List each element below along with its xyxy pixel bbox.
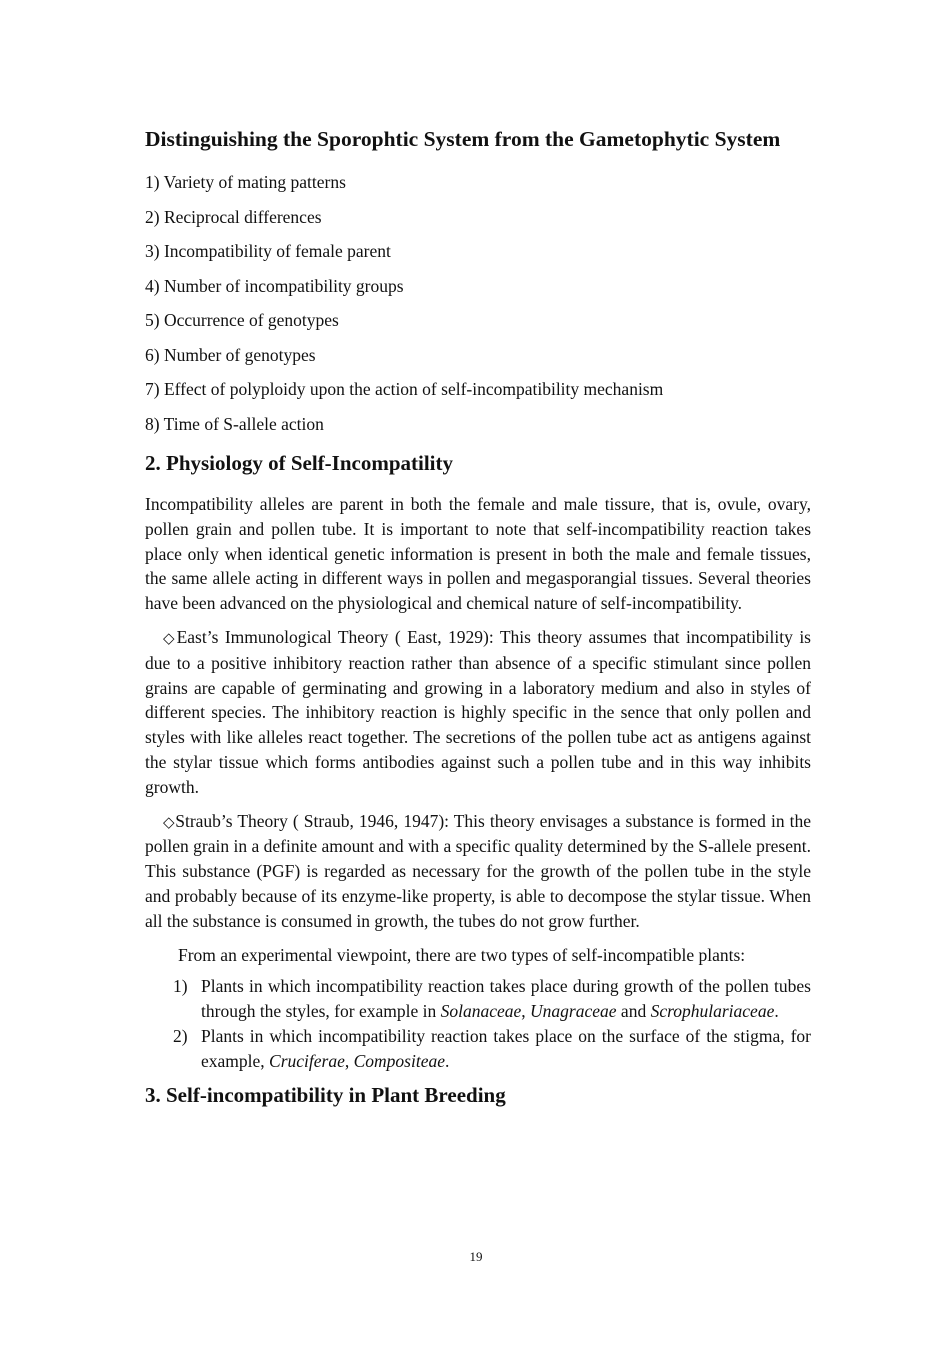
family-name: Compositeae [353, 1050, 445, 1071]
heading-physiology: 2. Physiology of Self-Incompatility [145, 451, 453, 475]
list-item: 7) Effect of polyploidy upon the action of self-incompatibility mechanism [145, 379, 664, 399]
list-number: 1) [173, 976, 188, 997]
list-item: 1) Plants in which incompatibility reaction takes place during growth of the pollen tubes through the styles, for example in Solanaceae, Unagraceae and Scrophulariaceae. [173, 976, 811, 1022]
paragraph-intro: Incompatibility alleles are parent in both the female and male tissure, that is, ovule, ovary, pollen grain and pollen tube. It is important to note that self-incompatibility reaction takes place only when identical genetic information is present in both the male and female tissues, the same allele acting in different ways in pollen and megasporangial tissues. Several theories have been advanced on the physiological and chemical nature of self-incompatibility. [145, 494, 811, 614]
list-item: 2) Reciprocal differences [145, 206, 322, 227]
paragraph-types-intro: From an experimental viewpoint, there are two types of self-incompatible plants: [178, 944, 746, 965]
list-item: 4) Number of incompatibility groups [145, 275, 404, 296]
east-theory-text: East’s Immunological Theory ( East, 1929): This theory assumes that incompatibility is due to a positive inhibitory reaction rather than absence of a specific stimulant since pollen grains are capable of germinating and growing in a laboratory medium and also in styles of different species. The inhibitory reaction is highly specific in the sence that only pollen and styles with like alleles react together. The secretions of the pollen tube act as antigens against the stylar tissue which forms antibodies against such a pollen tube and in this way inhibits growth. [145, 626, 811, 797]
list-item: 1) Variety of mating patterns [145, 172, 346, 192]
list-item: 6) Number of genotypes [145, 344, 316, 365]
page-content [145, 124, 811, 1124]
list-item: 3) Incompatibility of female parent [145, 241, 391, 261]
family-name: Scrophulariaceae [650, 1001, 775, 1022]
list-item: 5) Occurrence of genotypes [145, 310, 339, 330]
straub-theory-text: Straub’s Theory ( Straub, 1946, 1947): This theory envisages a substance is formed in the pollen grain in a definite amount and with a specific quality determined by the S-allele present. This substance (PGF) is regarded as necessary for the growth of the pollen tube in the style and probably because of its enzyme-like property, is able to decompose the stylar tissue. When all the substance is consumed in growth, the tubes do not grow further. [145, 810, 811, 931]
paragraph-straub-theory [145, 809, 811, 934]
distinguishing-list [145, 172, 811, 435]
list-item: 8) Time of S-allele action [145, 413, 324, 434]
family-name: Cruciferae [269, 1050, 345, 1071]
page-number: 19 [469, 1249, 483, 1264]
heading-plant-breeding: 3. Self-incompatibility in Plant Breeding [145, 1082, 506, 1107]
list-number: 2) [173, 1025, 188, 1046]
list-item: 2) Plants in which incompatibility reaction takes place on the surface of the stigma, for example, Cruciferae, Compositeae. [173, 1025, 811, 1071]
plant-types-list [145, 974, 811, 1073]
diamond-bullet-icon: ◇ [163, 812, 176, 831]
family-name: Solanaceae [440, 1001, 522, 1022]
heading-distinguishing: Distinguishing the Sporophtic System from the Gametophytic System [145, 127, 781, 151]
paragraph-east-theory [145, 625, 811, 800]
family-name: Unagraceae [530, 1001, 617, 1022]
diamond-bullet-icon: ◇ [163, 628, 177, 647]
